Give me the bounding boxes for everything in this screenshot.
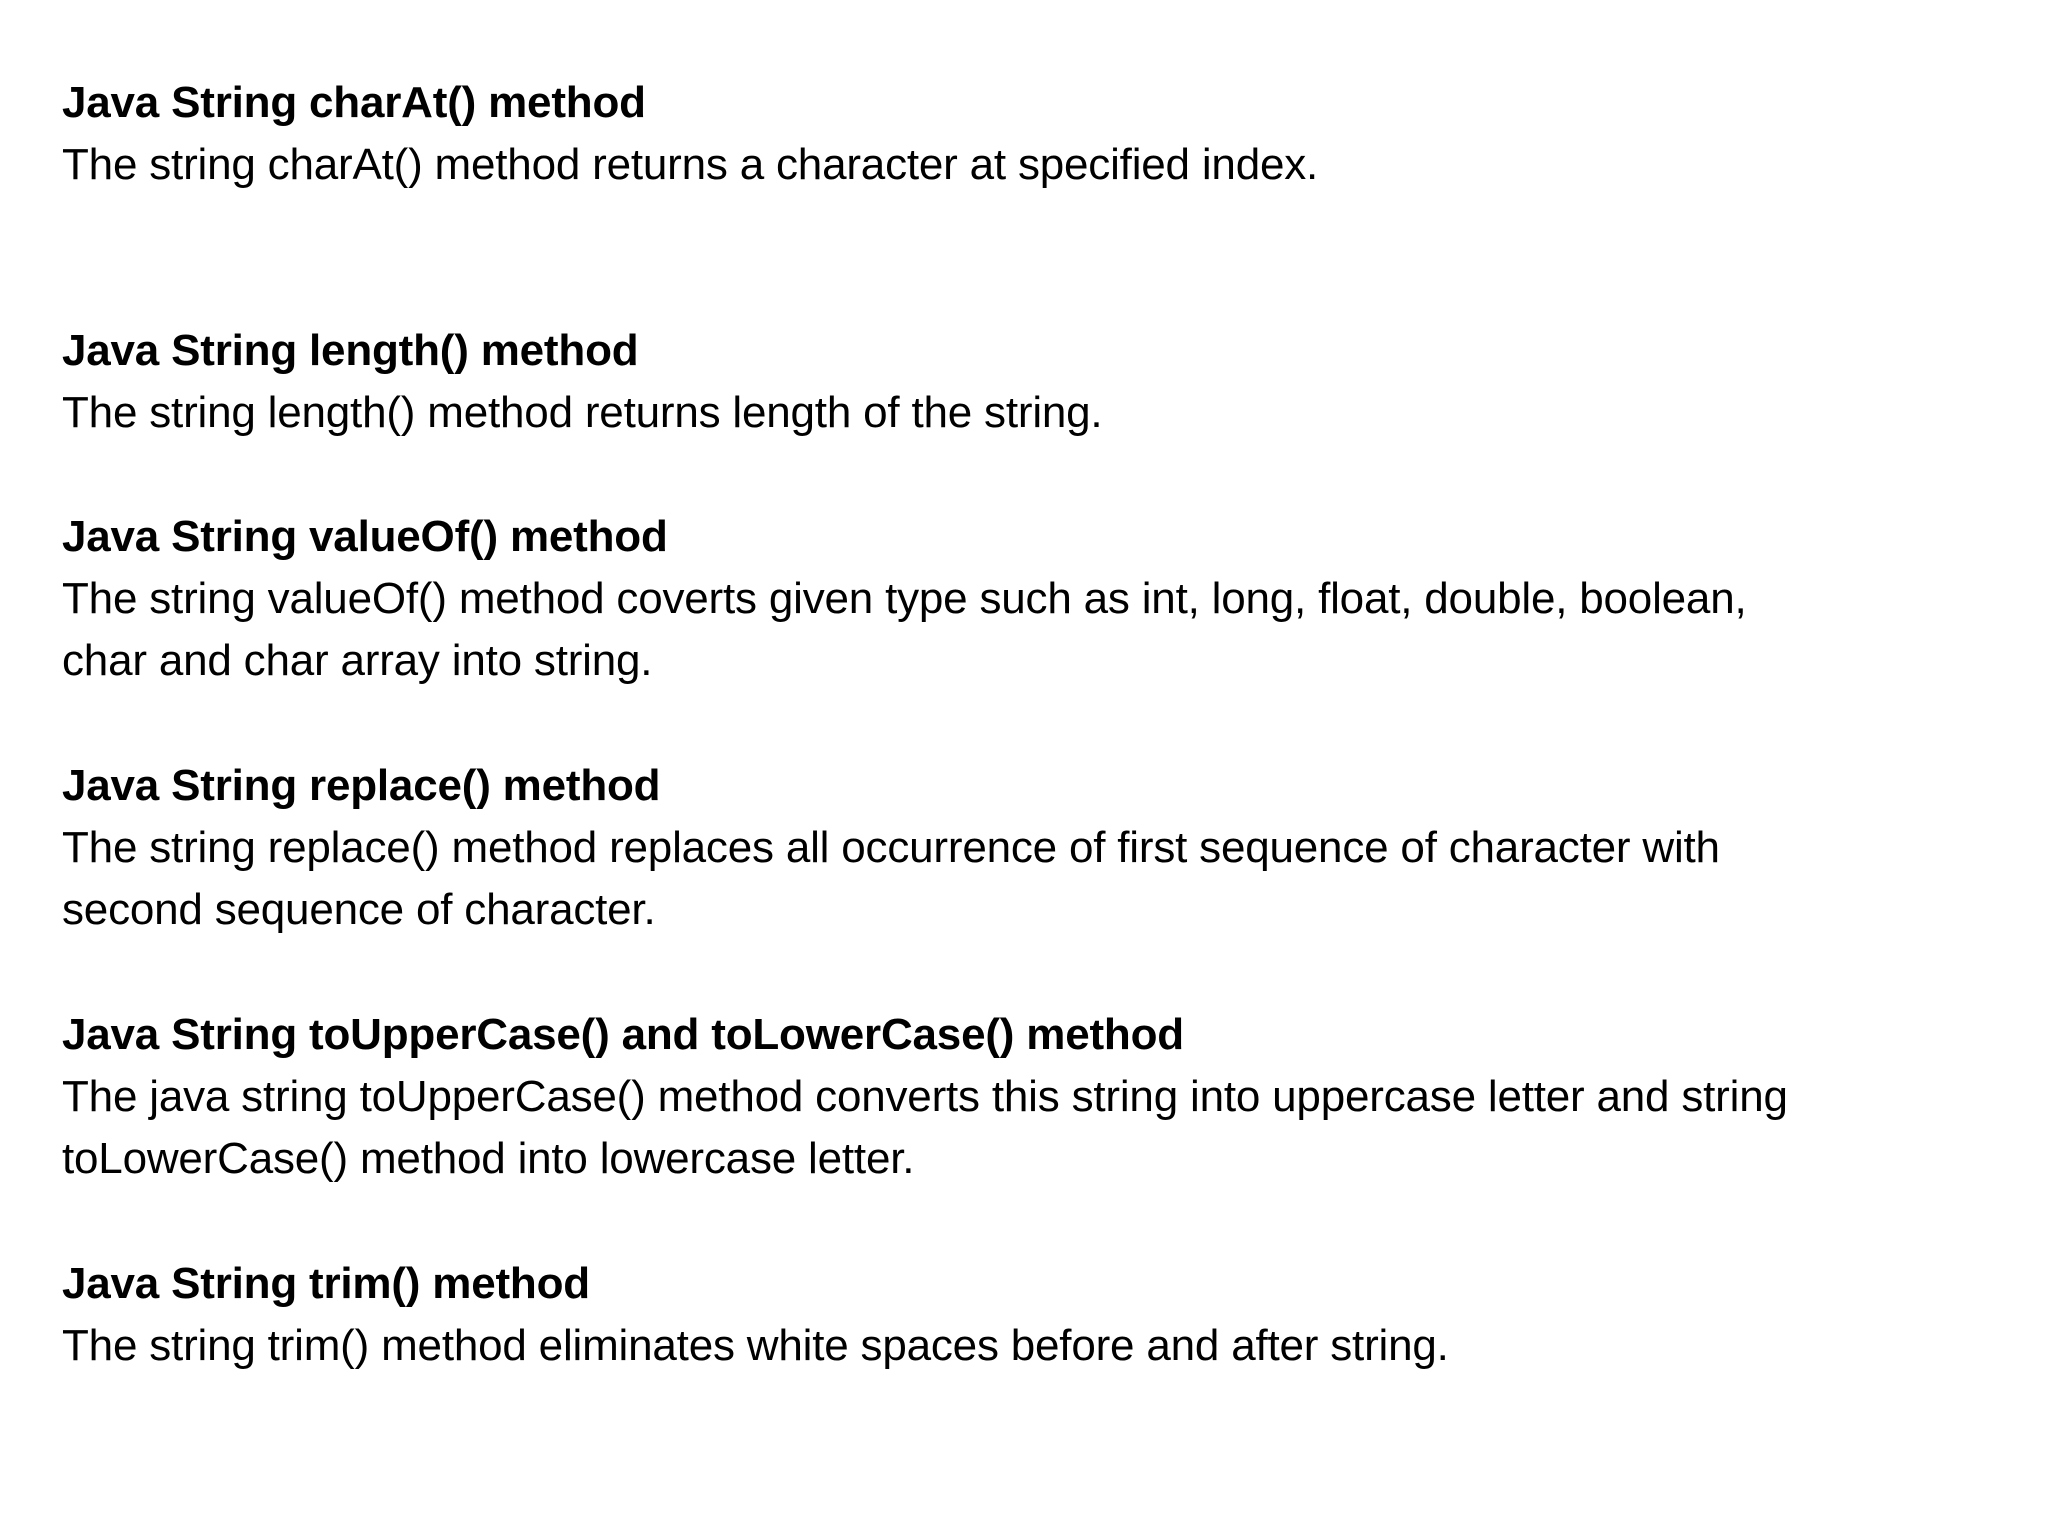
section-description <box>62 1066 1962 1190</box>
section-charat <box>62 72 1962 196</box>
section-heading: Java String valueOf() method <box>62 512 668 561</box>
section-description <box>62 568 1962 692</box>
section-trim <box>62 1253 1962 1377</box>
description-line: The string valueOf() method coverts given type such as int, long, float, double, boolean, <box>62 574 1747 623</box>
description-line: The java string toUpperCase() method converts this string into uppercase letter and string <box>62 1072 1788 1121</box>
section-heading: Java String replace() method <box>62 761 661 810</box>
section-description <box>62 1315 1962 1377</box>
description-line: second sequence of character. <box>62 885 656 934</box>
section-length <box>62 320 1962 444</box>
description-line: char and char array into string. <box>62 636 653 685</box>
description-line: toLowerCase() method into lowercase letter. <box>62 1134 915 1183</box>
section-description <box>62 134 1962 196</box>
section-heading: Java String toUpperCase() and toLowerCase() method <box>62 1010 1184 1059</box>
section-replace <box>62 755 1962 941</box>
description-line: The string charAt() method returns a character at specified index. <box>62 140 1319 189</box>
section-description <box>62 817 1962 941</box>
section-description <box>62 382 1962 444</box>
section-case-conversion <box>62 1004 1962 1190</box>
description-line: The string replace() method replaces all occurrence of first sequence of character with <box>62 823 1720 872</box>
section-heading: Java String trim() method <box>62 1259 590 1308</box>
description-line: The string trim() method eliminates white spaces before and after string. <box>62 1321 1449 1370</box>
section-heading: Java String length() method <box>62 326 639 375</box>
section-valueof <box>62 506 1962 692</box>
description-line: The string length() method returns length of the string. <box>62 388 1103 437</box>
section-heading: Java String charAt() method <box>62 78 646 127</box>
